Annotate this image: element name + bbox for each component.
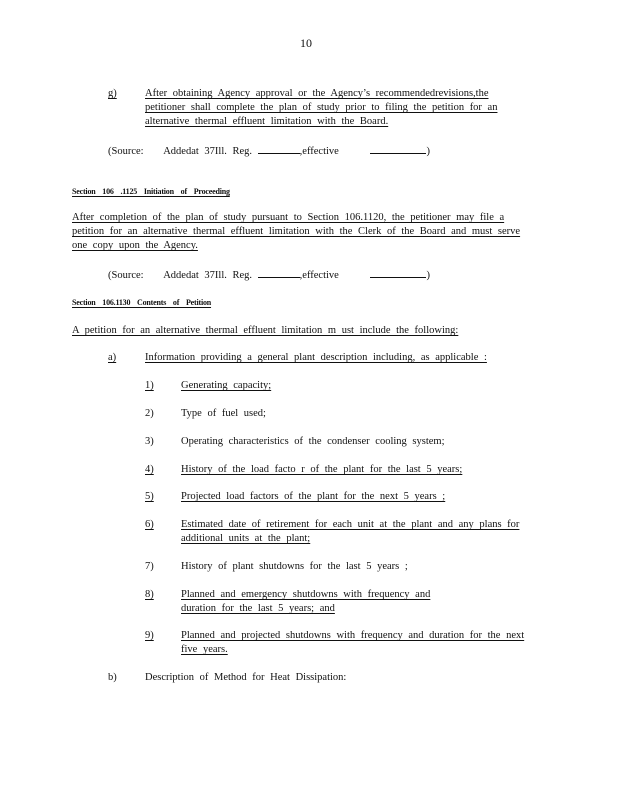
list-item-number: 2) <box>145 408 154 419</box>
source-effective: ,effective <box>299 270 339 281</box>
source-note-1 <box>108 144 430 157</box>
source-added: Addedat 37Ill. Reg. <box>163 146 253 157</box>
reg-blank <box>258 268 300 278</box>
section-1125-line-3: one copy upon the Agency. <box>72 240 198 251</box>
item-b-text: Description of Method for Heat Dissipation: <box>145 672 347 683</box>
list-item-text: History of plant shutdowns for the last 5 years ; <box>181 561 408 572</box>
item-g-line-3: alternative thermal effluent limitation with the Board. <box>145 116 389 127</box>
source-open: (Source: <box>108 270 144 281</box>
source-close: ) <box>426 270 430 281</box>
section-1125-line-2: petition for an alternative thermal effluent limitation with the Clerk of the Board and must serve <box>72 226 521 237</box>
source-effective: ,effective <box>299 146 339 157</box>
list-item-text: Type of fuel used; <box>181 408 266 419</box>
page-number: 10 <box>300 36 312 50</box>
section-1125-line-1: After completion of the plan of study pursuant to Section 106.1120, the petitioner may file a <box>72 212 505 223</box>
item-a-label: a) <box>108 352 117 363</box>
section-1130-intro: A petition for an alternative thermal effluent limitation m ust include the following: <box>72 325 459 336</box>
list-item-text: Operating characteristics of the condenser cooling system; <box>181 436 445 447</box>
item-b-label: b) <box>108 672 117 683</box>
reg-blank <box>258 144 300 154</box>
item-g-label: g) <box>108 88 117 99</box>
effective-blank <box>370 268 426 278</box>
list-item-number: 6) <box>145 519 154 530</box>
list-item-text: additional units at the plant; <box>181 533 311 544</box>
section-1125-heading: Section 106 .1125 Initiation of Proceeding <box>72 187 230 196</box>
source-close: ) <box>426 146 430 157</box>
list-item-text: Planned and emergency shutdowns with frequency and <box>181 589 431 600</box>
list-item-text: Estimated date of retirement for each unit at the plant and any plans for <box>181 519 520 530</box>
list-item-number: 9) <box>145 630 154 641</box>
source-added: Addedat 37Ill. Reg. <box>163 270 253 281</box>
source-open: (Source: <box>108 146 144 157</box>
source-note-2 <box>108 268 430 281</box>
item-g-line-1: After obtaining Agency approval or the Agency’s recommendedrevisions,the <box>145 88 489 99</box>
list-item-number: 5) <box>145 491 154 502</box>
list-item-number: 3) <box>145 436 154 447</box>
item-g-line-2: petitioner shall complete the plan of study prior to filing the petition for an <box>145 102 498 113</box>
list-item-number: 7) <box>145 561 154 572</box>
list-item-text: duration for the last 5 years; and <box>181 603 335 614</box>
section-1130-heading: Section 106.1130 Contents of Petition <box>72 298 212 307</box>
list-item-text: five years. <box>181 644 228 655</box>
list-item-text: History of the load facto r of the plant for the last 5 years; <box>181 464 463 475</box>
list-item-text: Projected load factors of the plant for the next 5 years ; <box>181 491 446 502</box>
list-item-number: 4) <box>145 464 154 475</box>
item-a-text: Information providing a general plant description including, as applicable : <box>145 352 487 363</box>
effective-blank <box>370 144 426 154</box>
list-item-number: 8) <box>145 589 154 600</box>
list-item-text: Generating capacity; <box>181 380 272 391</box>
list-item-number: 1) <box>145 380 154 391</box>
list-item-text: Planned and projected shutdowns with frequency and duration for the next <box>181 630 525 641</box>
